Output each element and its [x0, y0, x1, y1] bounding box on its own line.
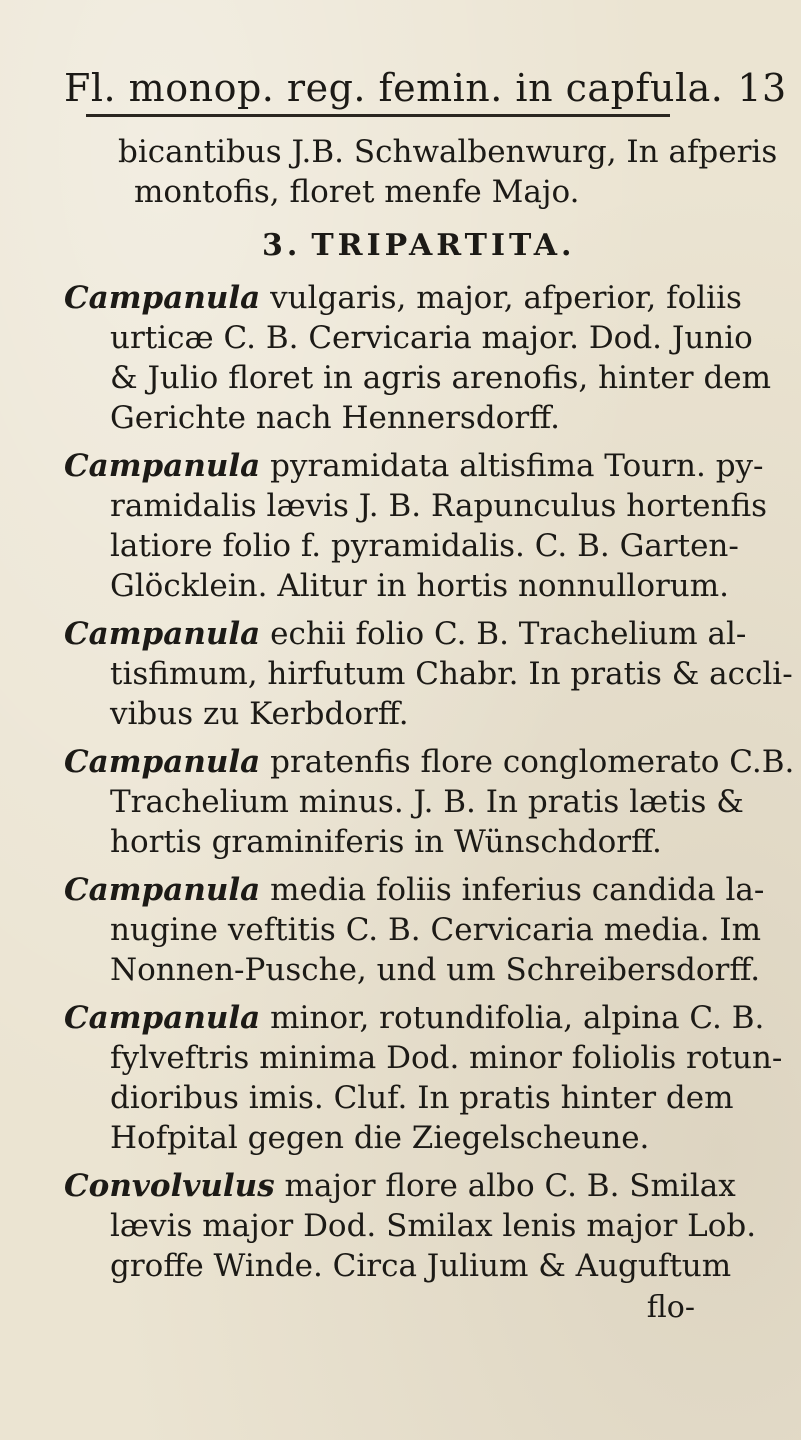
entry-line: Hofpital gegen die Ziegelscheune.: [110, 1120, 650, 1156]
entry-text: minor, rotundifolia, alpina C. B.: [270, 1000, 765, 1036]
entry-line: fylveftris minima Dod. minor foliolis rotun-: [110, 1040, 783, 1076]
entry-text: major flore albo C. B. Smilax: [284, 1168, 736, 1204]
running-header: [64, 66, 787, 110]
entry-text: echii folio C. B. Trachelium al-: [270, 616, 747, 652]
header-title: Fl. monop. reg. femin. in capfula.: [64, 66, 724, 110]
entry-line: & Julio floret in agris arenofis, hinter dem: [110, 360, 772, 396]
entry-line: nugine veftitis C. B. Cervicaria media. Im: [110, 912, 762, 948]
genus-name: Campanula: [64, 744, 261, 780]
entry-line: ramidalis lævis J. B. Rapunculus hortenfis: [110, 488, 768, 524]
entry-line: latiore folio f. pyramidalis. C. B. Garten-: [110, 528, 739, 564]
entry-line: urticæ C. B. Cervicaria major. Dod. Junio: [110, 320, 753, 356]
entry-line: Glöcklein. Alitur in hortis nonnullorum.: [110, 568, 730, 604]
entry-first-line: [64, 998, 764, 1038]
entry-line: dioribus imis. Cluf. In pratis hinter dem: [110, 1080, 734, 1116]
genus-name: Campanula: [64, 280, 261, 316]
header-rule: [86, 114, 670, 117]
section-title: TRIPARTITA.: [311, 228, 576, 263]
section-number: 3.: [262, 228, 302, 263]
entry-first-line: [64, 446, 764, 486]
genus-name: Campanula: [64, 616, 261, 652]
entry-line: groffe Winde. Circa Julium & Auguftum: [110, 1248, 732, 1284]
genus-name: Convolvulus: [64, 1168, 275, 1204]
genus-name: Campanula: [64, 872, 261, 908]
entry-text: pratenfis flore conglomerato C.B.: [270, 744, 795, 780]
genus-name: Campanula: [64, 448, 261, 484]
entry-first-line: [64, 870, 764, 910]
entry-text: vulgaris, major, afperior, foliis: [270, 280, 742, 316]
entry-line: lævis major Dod. Smilax lenis major Lob.: [110, 1208, 757, 1244]
entry-text: media foliis inferius candida la-: [270, 872, 765, 908]
entry-line: Trachelium minus. J. B. In pratis lætis &: [110, 784, 744, 820]
entry-line: Nonnen-Pusche, und um Schreibersdorff.: [110, 952, 761, 988]
entry-line: vibus zu Kerbdorff.: [110, 696, 409, 732]
catchword: flo-: [646, 1290, 695, 1325]
page-number: 13: [737, 66, 787, 110]
entry-text: pyramidata altisfima Tourn. py-: [270, 448, 764, 484]
entry-first-line: [64, 742, 794, 782]
entry-line: Gerichte nach Hennersdorff.: [110, 400, 560, 436]
section-heading: [262, 228, 575, 263]
entry-first-line: [64, 278, 742, 318]
intro-line: bicantibus J.B. Schwalbenwurg, In afperis: [118, 134, 778, 170]
entry-line: tisfimum, hirfutum Chabr. In pratis & accli-: [110, 656, 793, 692]
intro-line: montofis, floret menfe Majo.: [134, 174, 580, 210]
genus-name: Campanula: [64, 1000, 261, 1036]
entry-first-line: [64, 1166, 736, 1206]
entry-first-line: [64, 614, 746, 654]
entry-line: hortis graminiferis in Wünschdorff.: [110, 824, 662, 860]
